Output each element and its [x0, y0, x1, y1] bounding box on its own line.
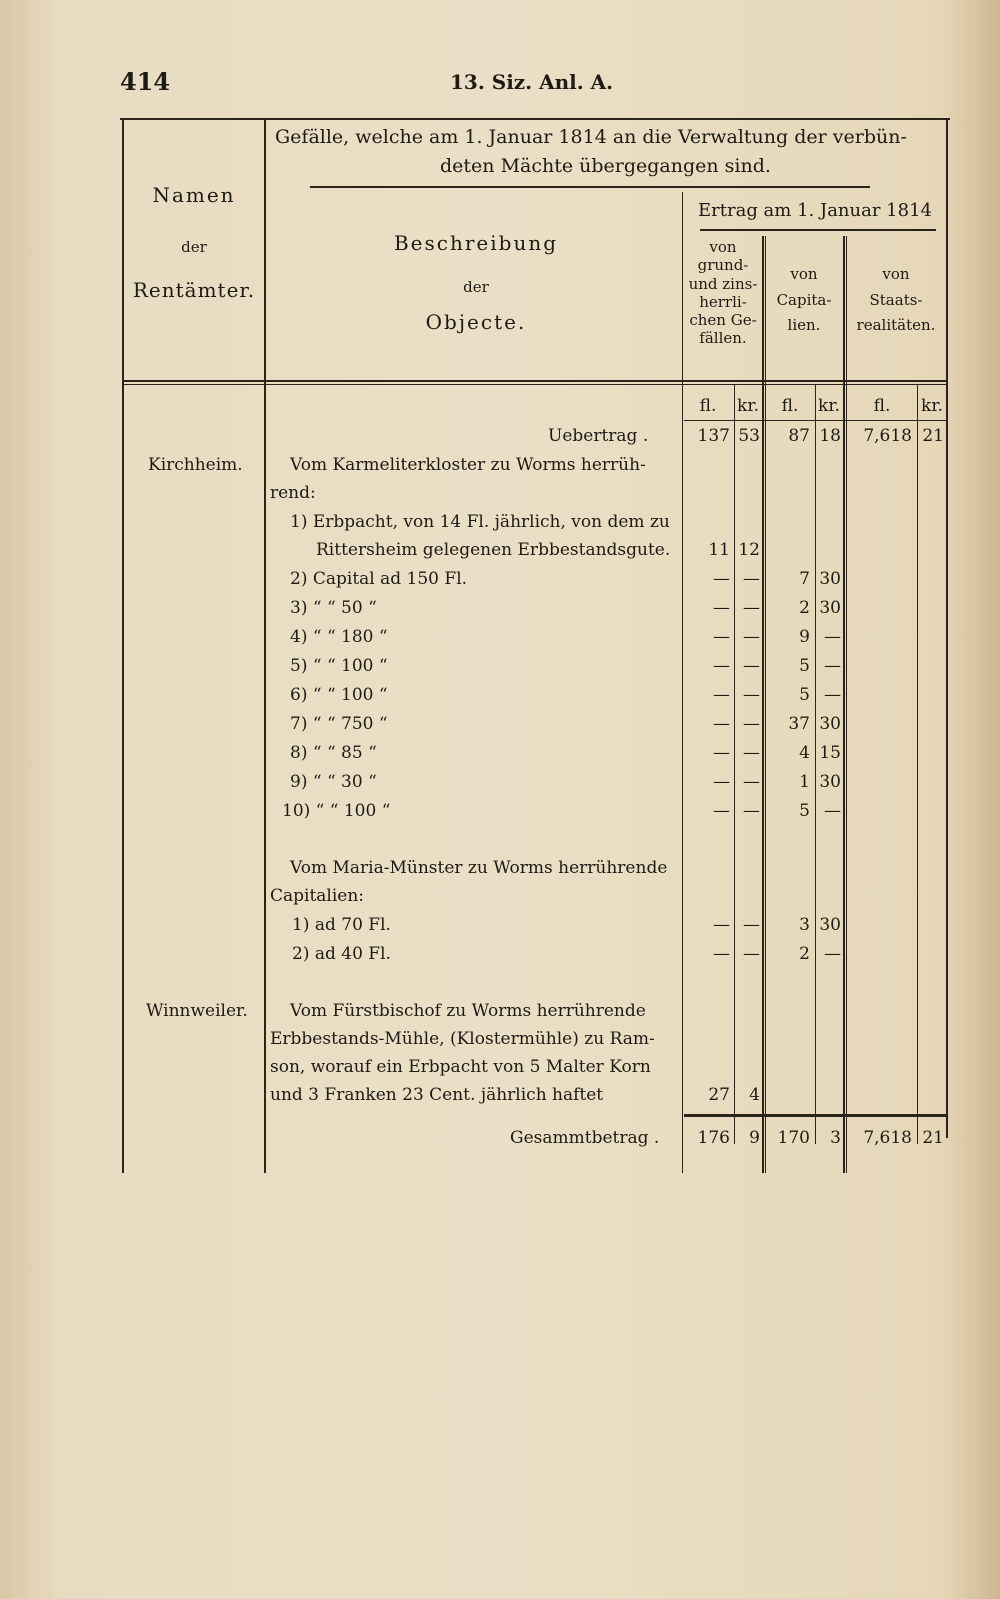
total-cell: 7,618: [863, 1128, 912, 1148]
table-cell: 30: [819, 714, 841, 734]
table-cell: 4: [749, 1085, 760, 1105]
desc-line: 7) “ “ 750 “: [290, 714, 388, 734]
table-cell: 137: [697, 426, 730, 446]
desc-line: Vom Maria-Münster zu Worms herrührende: [290, 858, 668, 878]
table-cell: 7: [799, 569, 810, 589]
table-cell: —: [713, 598, 730, 618]
col-divider-name: [264, 118, 266, 1173]
header-bottom-rule: [122, 380, 946, 382]
unit-kr-1: kr.: [737, 396, 759, 416]
running-title: 13. Siz. Anl. A.: [450, 70, 614, 94]
total-cell: 9: [749, 1128, 760, 1148]
total-label: Gesammtbetrag .: [510, 1128, 660, 1148]
subheader-grund: von grund- und zins- herrli- chen Ge- fällen.: [688, 238, 758, 348]
desc-line: 4) “ “ 180 “: [290, 627, 388, 647]
table-cell: 27: [708, 1085, 730, 1105]
col-header-desc-2: der: [463, 278, 489, 296]
table-cell: 5: [799, 801, 810, 821]
desc-line: und 3 Franken 23 Cent. jährlich haftet: [270, 1085, 604, 1105]
table-cell: —: [743, 656, 760, 676]
table-cell: —: [713, 772, 730, 792]
table-right-rule: [946, 118, 948, 1138]
top-header-line-2: deten Mächte übergegangen sind.: [440, 155, 771, 177]
table-cell: 2: [799, 944, 810, 964]
table-cell: —: [713, 569, 730, 589]
desc-line: Vom Fürstbischof zu Worms herrührende: [290, 1001, 646, 1021]
units-rule: [684, 420, 946, 421]
table-cell: 53: [738, 426, 760, 446]
table-cell: 30: [819, 915, 841, 935]
table-cell: 4: [799, 743, 810, 763]
table-cell: —: [824, 656, 841, 676]
col-header-names-3: Rentämter.: [132, 278, 256, 302]
rentamt-winnweiler: Winnweiler.: [146, 1001, 248, 1021]
total-cell: 176: [697, 1128, 730, 1148]
totals-rule: [684, 1114, 946, 1117]
table-left-rule: [122, 118, 124, 1173]
desc-line: 1) Erbpacht, von 14 Fl. jährlich, von dem zu: [290, 512, 670, 532]
desc-line: 8) “ “ 85 “: [290, 743, 377, 763]
desc-line: 5) “ “ 100 “: [290, 656, 388, 676]
table-cell: —: [743, 772, 760, 792]
table-cell: 1: [799, 772, 810, 792]
top-header-underline: [310, 186, 870, 188]
table-cell: 7,618: [863, 426, 912, 446]
col-divider-grund: [762, 236, 764, 1173]
desc-line: rend:: [270, 483, 316, 503]
col-divider-capital-2: [846, 236, 847, 1173]
table-cell: 15: [819, 743, 841, 763]
desc-line: Vom Karmeliterkloster zu Worms herrüh-: [290, 455, 646, 475]
uebertrag-label: Uebertrag .: [548, 426, 649, 446]
col-header-names-1: Namen: [152, 183, 236, 207]
rentamt-kirchheim: Kirchheim.: [148, 455, 243, 475]
table-cell: 30: [819, 569, 841, 589]
desc-line: 2) ad 40 Fl.: [292, 944, 391, 964]
table-cell: 37: [788, 714, 810, 734]
table-cell: —: [824, 944, 841, 964]
table-cell: —: [713, 656, 730, 676]
table-cell: —: [713, 944, 730, 964]
col-header-desc-1: Beschreibung: [393, 231, 559, 255]
table-cell: —: [743, 915, 760, 935]
ertrag-underline: [700, 229, 936, 231]
subheader-capital: von Capita- lien.: [776, 265, 832, 334]
table-cell: —: [824, 627, 841, 647]
ertrag-header: Ertrag am 1. Januar 1814: [698, 200, 932, 221]
col-divider-kr-1: [734, 384, 735, 1144]
desc-line: Erbbestands-Mühle, (Klostermühle) zu Ram-: [270, 1029, 655, 1049]
unit-fl-1: fl.: [699, 396, 717, 416]
table-cell: —: [713, 685, 730, 705]
col-divider-kr-3: [917, 384, 918, 1144]
total-cell: 170: [777, 1128, 810, 1148]
unit-kr-3: kr.: [921, 396, 943, 416]
table-cell: —: [713, 915, 730, 935]
table-cell: —: [743, 801, 760, 821]
col-divider-capital: [843, 236, 845, 1173]
table-cell: 18: [819, 426, 841, 446]
desc-line: Capitalien:: [270, 886, 365, 906]
col-header-desc-3: Objecte.: [425, 310, 527, 334]
table-cell: 3: [799, 915, 810, 935]
desc-line: 3) “ “ 50 “: [290, 598, 377, 618]
table-cell: —: [713, 801, 730, 821]
header-bottom-rule-2: [122, 384, 946, 385]
table-cell: 30: [819, 772, 841, 792]
table-cell: 5: [799, 685, 810, 705]
table-cell: —: [743, 714, 760, 734]
table-cell: —: [824, 685, 841, 705]
page-number: 414: [120, 67, 171, 96]
top-header-line-1: Gefälle, welche am 1. Januar 1814 an die Verwaltung der verbün-: [275, 126, 907, 148]
table-cell: 21: [922, 426, 944, 446]
col-divider-kr-2: [815, 384, 816, 1144]
unit-fl-2: fl.: [781, 396, 799, 416]
table-cell: —: [743, 569, 760, 589]
total-cell: 21: [922, 1128, 944, 1148]
desc-line: 2) Capital ad 150 Fl.: [290, 569, 468, 589]
table-cell: 11: [708, 540, 730, 560]
table-cell: —: [713, 743, 730, 763]
unit-kr-2: kr.: [818, 396, 840, 416]
table-cell: 2: [799, 598, 810, 618]
table-cell: —: [713, 714, 730, 734]
col-divider-grund-2: [765, 236, 766, 1173]
unit-fl-3: fl.: [873, 396, 891, 416]
desc-line: 1) ad 70 Fl.: [292, 915, 391, 935]
table-cell: —: [824, 801, 841, 821]
desc-line: son, worauf ein Erbpacht von 5 Malter Korn: [270, 1057, 651, 1077]
desc-line: 9) “ “ 30 “: [290, 772, 377, 792]
table-cell: —: [743, 685, 760, 705]
table-cell: —: [743, 598, 760, 618]
table-cell: —: [743, 743, 760, 763]
table-top-rule: [120, 118, 950, 120]
col-divider-desc: [682, 192, 683, 1173]
table-cell: 9: [799, 627, 810, 647]
desc-line: 6) “ “ 100 “: [290, 685, 388, 705]
table-cell: 30: [819, 598, 841, 618]
table-cell: 87: [788, 426, 810, 446]
table-cell: 5: [799, 656, 810, 676]
table-cell: —: [743, 944, 760, 964]
desc-line: 10) “ “ 100 “: [282, 801, 391, 821]
table-cell: 12: [738, 540, 760, 560]
subheader-staats: von Staats- realitäten.: [856, 265, 936, 334]
table-cell: —: [713, 627, 730, 647]
table-cell: —: [743, 627, 760, 647]
total-cell: 3: [830, 1128, 841, 1148]
desc-line: Rittersheim gelegenen Erbbestandsgute.: [316, 540, 671, 560]
col-header-names-2: der: [181, 238, 207, 256]
